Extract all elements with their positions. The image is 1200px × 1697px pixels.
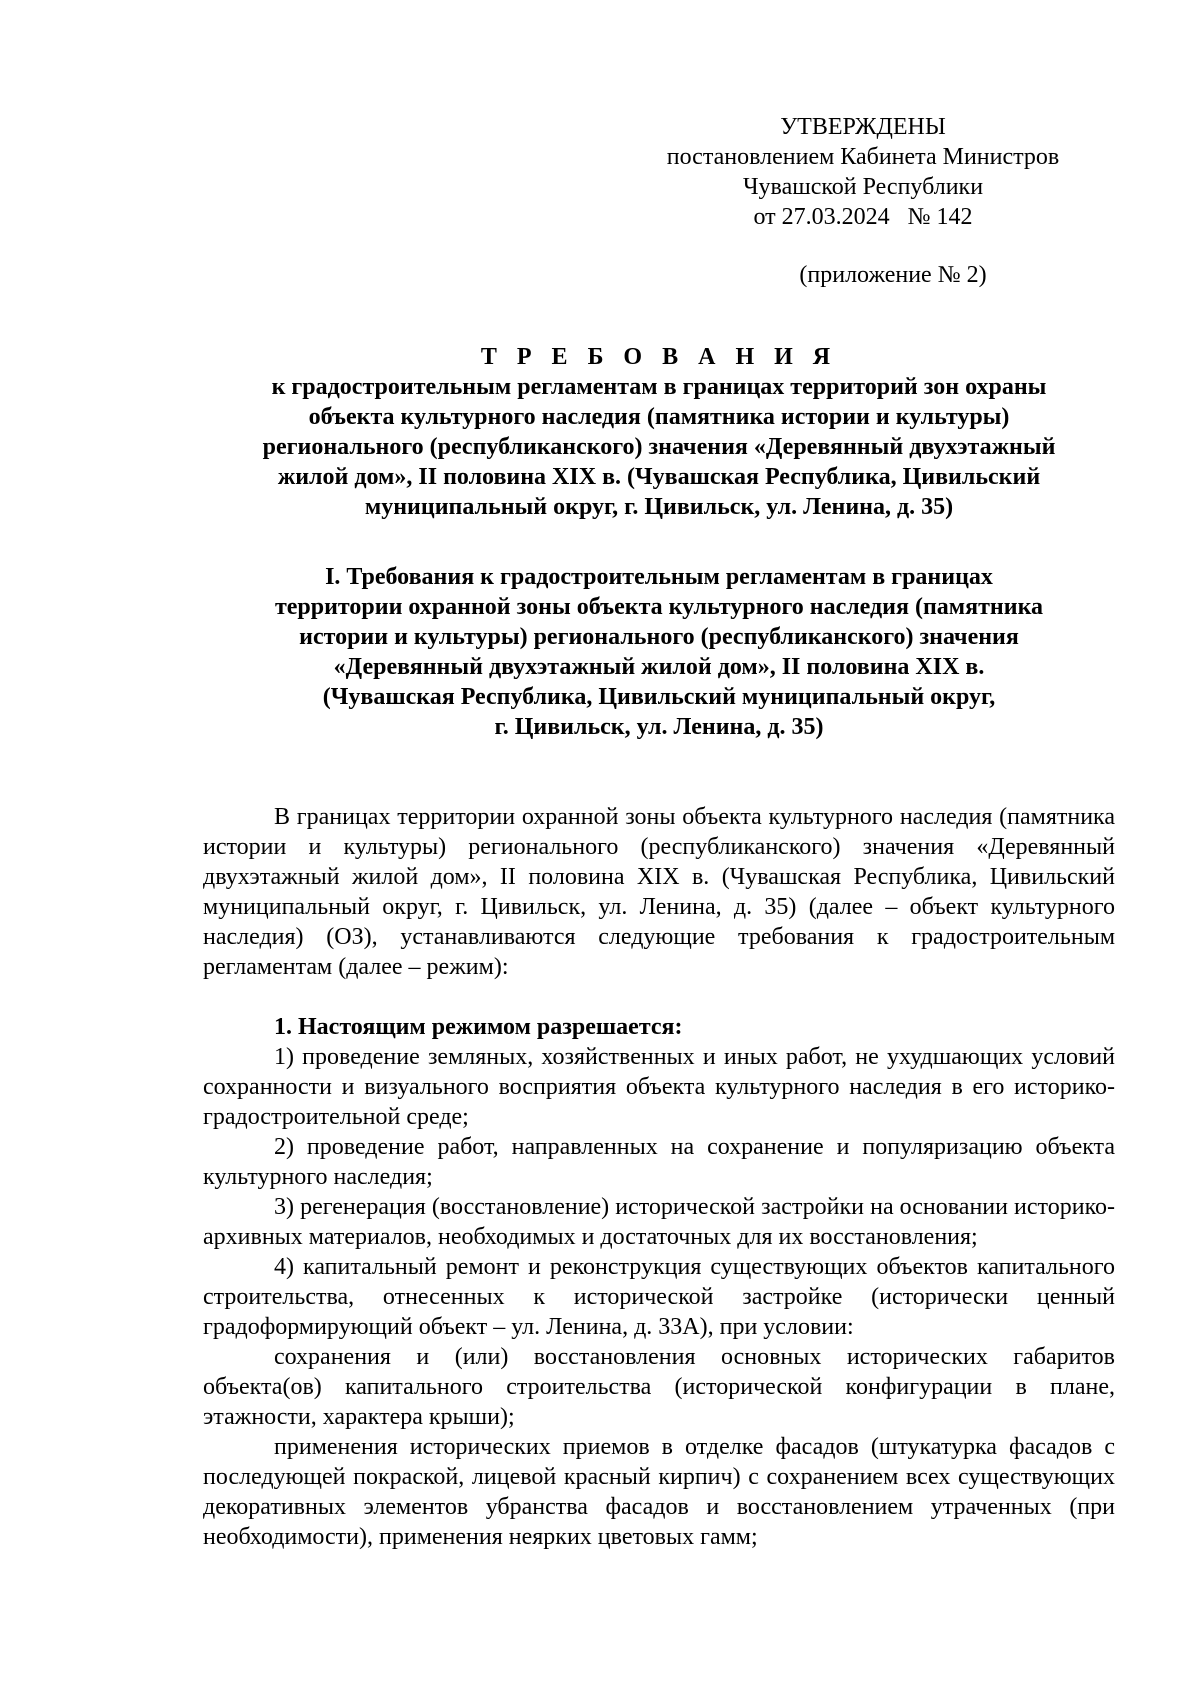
- list-item: 1) проведение земляных, хозяйственных и иных работ, не ухудшающих условий сохранности и визуального восприятия объекта культурного наследия в его историко-градостроительной среде;: [203, 1044, 1115, 1130]
- approval-resolution: постановлением Кабинета Министров: [666, 144, 1060, 170]
- document-title: Т Р Е Б О В А Н И Я: [480, 344, 838, 370]
- section-heading: [223, 562, 1095, 742]
- section-heading-line: г. Цивильск, ул. Ленина, д. 35): [494, 714, 824, 740]
- subtitle-line: к градостроительным регламентам в границах территорий зон охраны: [271, 374, 1047, 400]
- subtitle-line: объекта культурного наследия (памятника истории и культуры): [308, 404, 1010, 430]
- approval-title: УТВЕРЖДЕНЫ: [780, 114, 946, 140]
- section-heading-line: I. Требования к градостроительным регламентам в границах: [325, 564, 993, 590]
- list-item: 2) проведение работ, направленных на сохранение и популяризацию объекта культурного наследия;: [203, 1134, 1115, 1190]
- section-heading-line: территории охранной зоны объекта культурного наследия (памятника: [274, 594, 1044, 620]
- subtitle-line: регионального (республиканского) значения «Деревянный двухэтажный: [262, 434, 1056, 460]
- intro-paragraph: В границах территории охранной зоны объекта культурного наследия (памятника истории и культуры) регионального (республиканского) значения «Деревянный двухэтажный жилой дом», II половина XIX в. (Чувашская Республика, Цивильский муниципальный округ, г. Цивильск, ул. Ленина, д. 35) (далее – объект культурного наследия) (ОЗ), устанавливаются следующие требования к градостроительным регламентам (далее – режим):: [203, 804, 1115, 980]
- approval-date-number: от 27.03.2024 № 142: [753, 204, 973, 230]
- section-heading-line: (Чувашская Республика, Цивильский муниципальный округ,: [322, 684, 996, 710]
- section-heading-line: истории и культуры) регионального (республиканского) значения: [299, 624, 1019, 650]
- list-item: 3) регенерация (восстановление) исторической застройки на основании историко-архивных материалов, необходимых и достаточных для их восстановления;: [203, 1194, 1115, 1250]
- list-item: 4) капитальный ремонт и реконструкция существующих объектов капитального строительства, отнесенных к исторической застройке (исторически ценный градоформирующий объект – ул. Ленина, д. 33А), при условии:: [203, 1254, 1115, 1340]
- section-heading-line: «Деревянный двухэтажный жилой дом», II половина XIX в.: [333, 654, 985, 680]
- point-1-heading: 1. Настоящим режимом разрешается:: [274, 1014, 683, 1040]
- approval-stamp: [653, 112, 1073, 232]
- list-item: сохранения и (или) восстановления основных исторических габаритов объекта(ов) капитального строительства (исторической конфигурации в плане, этажности, характера крыши);: [203, 1344, 1115, 1430]
- document-subtitle: [211, 372, 1107, 522]
- approval-republic: Чувашской Республики: [742, 174, 984, 200]
- subtitle-line: муниципальный округ, г. Цивильск, ул. Ленина, д. 35): [364, 494, 954, 520]
- list-item: применения исторических приемов в отделке фасадов (штукатурка фасадов с последующей покраской, лицевой красный кирпич) с сохранением всех существующих декоративных элементов убранства фасадов и восстановлением утраченных (при необходимости), применения неярких цветовых гамм;: [203, 1434, 1115, 1550]
- appendix-note: (приложение № 2): [799, 262, 987, 288]
- subtitle-line: жилой дом», II половина XIX в. (Чувашская Республика, Цивильский: [277, 464, 1041, 490]
